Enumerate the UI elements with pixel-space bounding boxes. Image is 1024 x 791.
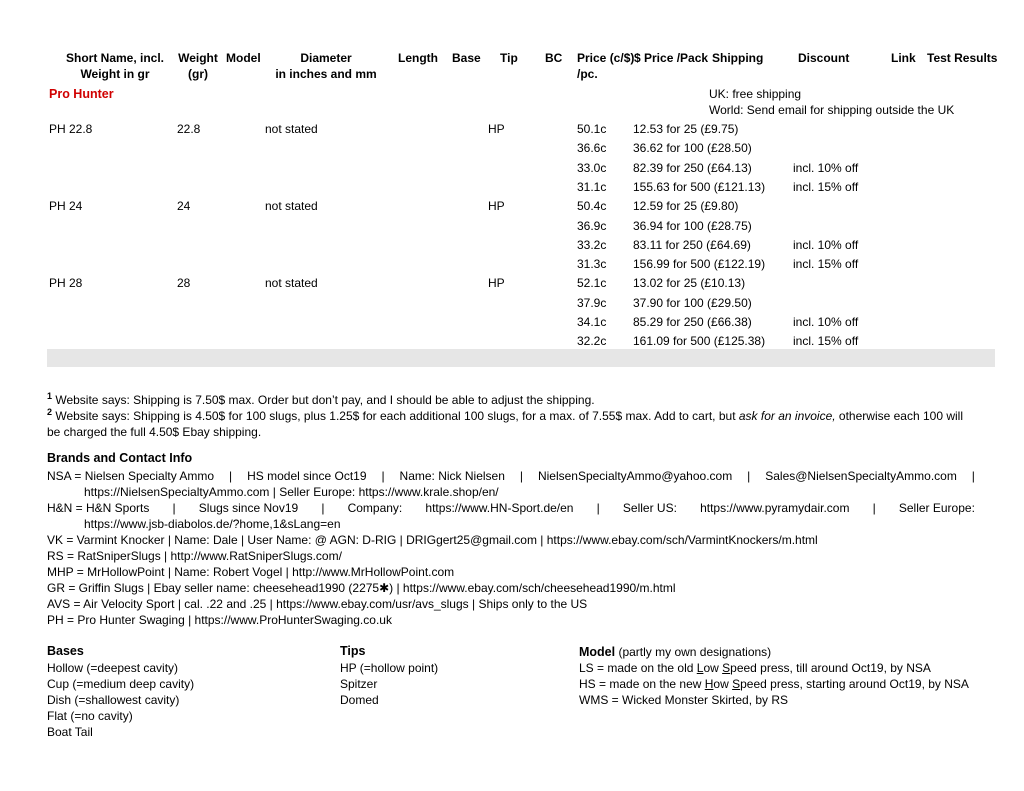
price-discount: incl. 10% off (793, 315, 859, 329)
brand-nsa-parts (47, 468, 975, 484)
brand-hn-part: Company: (347, 501, 403, 515)
price-per-pack: 85.29 for 250 (£66.38) (633, 315, 752, 329)
bases-title: Bases (47, 644, 84, 658)
price-discount: incl. 10% off (793, 161, 859, 175)
brand-hn-part: https://www.pyramydair.com (700, 501, 850, 515)
brand-nsa-part: | (519, 469, 523, 483)
footnote-2-text-em: ask for an invoice, (738, 409, 836, 423)
brand-avs: AVS = Air Velocity Sport | cal. .22 and .25 | https://www.ebay.com/usr/avs_slugs | Ships only to the US (47, 597, 588, 611)
col-header-model: Model (226, 51, 261, 65)
brand-vk: VK = Varmint Knocker | Name: Dale | User Name: @ AGN: D-RIG | DRIGgert25@gmail.com | https://www.ebay.com/sch/VarmintKnockers/m.html (47, 533, 818, 547)
base-item: Cup (=medium deep cavity) (47, 677, 195, 691)
col-header-weight-line1: Weight (178, 51, 218, 65)
model-subtitle: (partly my own designations) (615, 645, 772, 659)
price-per-piece: 50.1c (577, 122, 607, 136)
brand-nsa-part: | (381, 469, 385, 483)
shipping-note-uk: UK: free shipping (709, 87, 802, 101)
model-ls-u1: L (696, 661, 704, 675)
col-header-short-name-line2: Weight in gr (80, 67, 150, 81)
brand-nsa-part: NielsenSpecialtyAmmo@yahoo.com (537, 469, 733, 483)
product-name: PH 24 (49, 199, 83, 213)
tips-title: Tips (340, 644, 366, 658)
model-legend-heading (579, 644, 771, 660)
shipping-note-world: World: Send email for shipping outside the UK (709, 103, 955, 117)
model-hs-u1: H (704, 677, 714, 691)
product-tip: HP (488, 122, 505, 136)
model-hs-a: HS = made on the new (579, 677, 705, 691)
price-per-pack: 13.02 for 25 (£10.13) (633, 276, 746, 290)
footnote-2 (47, 404, 977, 440)
product-weight: 22.8 (177, 122, 201, 136)
col-header-price-pack: $ Price /Pack (634, 51, 709, 65)
col-header-price-line1: Price (c/$) (577, 51, 635, 65)
brand-hn-part: H&N = H&N Sports (47, 501, 150, 515)
price-discount: incl. 10% off (793, 238, 859, 252)
model-ls-a: LS = made on the old (579, 661, 697, 675)
brands-section-title: Brands and Contact Info (47, 451, 193, 465)
footnote-2-mark: 2 (47, 407, 53, 417)
price-per-piece: 33.2c (577, 238, 607, 252)
brand-nsa-part: NSA = Nielsen Specialty Ammo (47, 469, 215, 483)
tip-item: Domed (340, 693, 379, 707)
col-header-diameter-line1: Diameter (300, 51, 352, 65)
base-item: Flat (=no cavity) (47, 709, 133, 723)
brand-nsa-line (47, 468, 975, 484)
price-per-pack: 37.90 for 100 (£29.50) (633, 296, 752, 310)
price-per-pack: 161.09 for 500 (£125.38) (633, 334, 766, 348)
model-ls-u2: S (722, 661, 731, 675)
price-per-piece: 32.2c (577, 334, 607, 348)
tip-item: Spitzer (340, 677, 378, 691)
col-header-diameter-line2: in inches and mm (275, 67, 377, 81)
col-header-discount: Discount (798, 51, 850, 65)
product-diameter: not stated (265, 122, 318, 136)
price-per-piece: 31.3c (577, 257, 607, 271)
product-diameter: not stated (265, 199, 318, 213)
price-per-pack: 36.94 for 100 (£28.75) (633, 219, 752, 233)
col-header-price (577, 50, 634, 82)
base-item: Boat Tail (47, 725, 93, 739)
price-per-pack: 82.39 for 250 (£64.13) (633, 161, 752, 175)
col-header-weight (175, 50, 221, 82)
brand-hn-part: Seller Europe: (898, 501, 975, 515)
brand-nsa-part: Name: Nick Nielsen (399, 469, 505, 483)
product-name: PH 22.8 (49, 122, 93, 136)
brand-name: Pro Hunter (49, 87, 114, 101)
price-per-pack: 155.63 for 500 (£121.13) (633, 180, 766, 194)
tips-list (340, 660, 438, 708)
col-header-link: Link (891, 51, 916, 65)
price-discount: incl. 15% off (793, 180, 859, 194)
footnote-1-mark: 1 (47, 391, 53, 401)
price-per-pack: 12.59 for 25 (£9.80) (633, 199, 739, 213)
price-per-pack: 36.62 for 100 (£28.50) (633, 141, 752, 155)
price-discount: incl. 15% off (793, 334, 859, 348)
product-diameter: not stated (265, 276, 318, 290)
brand-nsa-part: | (747, 469, 751, 483)
table-footer-band (47, 349, 995, 367)
price-per-piece: 33.0c (577, 161, 607, 175)
product-weight: 28 (177, 276, 191, 290)
col-header-diameter (275, 50, 377, 82)
product-tip: HP (488, 276, 505, 290)
price-per-piece: 36.6c (577, 141, 607, 155)
footnote-1-text: Website says: Shipping is 7.50$ max. Order but don’t pay, and I should be able to adjust the shipping. (52, 393, 595, 407)
col-header-shipping: Shipping (712, 51, 764, 65)
base-item: Hollow (=deepest cavity) (47, 661, 179, 675)
col-header-weight-line2: (gr) (188, 67, 208, 81)
brand-hn-line (47, 500, 975, 516)
model-hs-b: ow (713, 677, 733, 691)
model-wms: WMS = Wicked Monster Skirted, by RS (579, 693, 789, 707)
product-name: PH 28 (49, 276, 83, 290)
product-tip: HP (488, 199, 505, 213)
brand-hn-part: Slugs since Nov19 (198, 501, 299, 515)
price-per-piece: 31.1c (577, 180, 607, 194)
col-header-tip: Tip (500, 51, 518, 65)
col-header-test-results: Test Results (927, 51, 998, 65)
footnote-2-text-a: Website says: Shipping is 4.50$ for 100 slugs, plus 1.25$ for each additional 100 slugs, for a max. of 7.55$ max. Add to cart, but (52, 409, 739, 423)
model-title: Model (579, 645, 616, 659)
price-discount: incl. 15% off (793, 257, 859, 271)
price-per-pack: 12.53 for 25 (£9.75) (633, 122, 739, 136)
brand-nsa-cont: https://NielsenSpecialtyAmmo.com | Seller Europe: https://www.krale.shop/en/ (84, 485, 499, 499)
col-header-short-name-line1: Short Name, incl. (65, 51, 165, 65)
model-ls-c: peed press, till around Oct19, by NSA (730, 661, 931, 675)
brand-hn-part: https://www.HN-Sport.de/en (425, 501, 574, 515)
product-weight: 24 (177, 199, 191, 213)
price-per-piece: 52.1c (577, 276, 607, 290)
brand-hn-part: | (321, 501, 325, 515)
price-per-pack: 156.99 for 500 (£122.19) (633, 257, 766, 271)
price-per-piece: 34.1c (577, 315, 607, 329)
brand-mhp: MHP = MrHollowPoint | Name: Robert Vogel | http://www.MrHollowPoint.com (47, 565, 455, 579)
col-header-price-line2: /pc. (577, 67, 598, 81)
brand-rs: RS = RatSniperSlugs | http://www.RatSniperSlugs.com/ (47, 549, 342, 563)
brand-hn-part: | (172, 501, 176, 515)
base-item: Dish (=shallowest cavity) (47, 693, 180, 707)
model-hs-u2: S (732, 677, 741, 691)
col-header-base: Base (452, 51, 481, 65)
model-hs-c: peed press, starting around Oct19, by NSA (740, 677, 969, 691)
brand-nsa-part: | (229, 469, 233, 483)
brand-nsa-part: | (971, 469, 975, 483)
price-per-piece: 50.4c (577, 199, 607, 213)
col-header-length: Length (398, 51, 438, 65)
brand-hn-parts (47, 500, 975, 516)
brand-hn-cont: https://www.jsb-diabolos.de/?home,1&sLang=en (84, 517, 341, 531)
footnote-2-text-b: otherwise each 100 will be charged the full 4.50$ Ebay shipping. (47, 409, 963, 439)
model-hs (579, 676, 969, 692)
brand-nsa-part: HS model since Oct19 (247, 469, 367, 483)
model-ls-b: ow (703, 661, 723, 675)
price-per-piece: 37.9c (577, 296, 607, 310)
tip-item: HP (=hollow point) (340, 661, 439, 675)
price-per-pack: 83.11 for 250 (£64.69) (633, 238, 751, 252)
col-header-short-name (60, 50, 170, 82)
price-per-piece: 36.9c (577, 219, 607, 233)
brand-hn-part: | (596, 501, 600, 515)
brand-hn-part: Seller US: (622, 501, 677, 515)
bases-list (47, 660, 194, 740)
brand-ph: PH = Pro Hunter Swaging | https://www.ProHunterSwaging.co.uk (47, 613, 392, 627)
col-header-bc: BC (545, 51, 563, 65)
brand-hn-part: | (872, 501, 876, 515)
brand-gr: GR = Griffin Slugs | Ebay seller name: cheesehead1990 (2275✱) | https://www.ebay.com/sch/cheesehead1990/m.html (47, 581, 676, 595)
brand-nsa-part: Sales@NielsenSpecialtyAmmo.com (765, 469, 957, 483)
model-ls (579, 660, 931, 676)
